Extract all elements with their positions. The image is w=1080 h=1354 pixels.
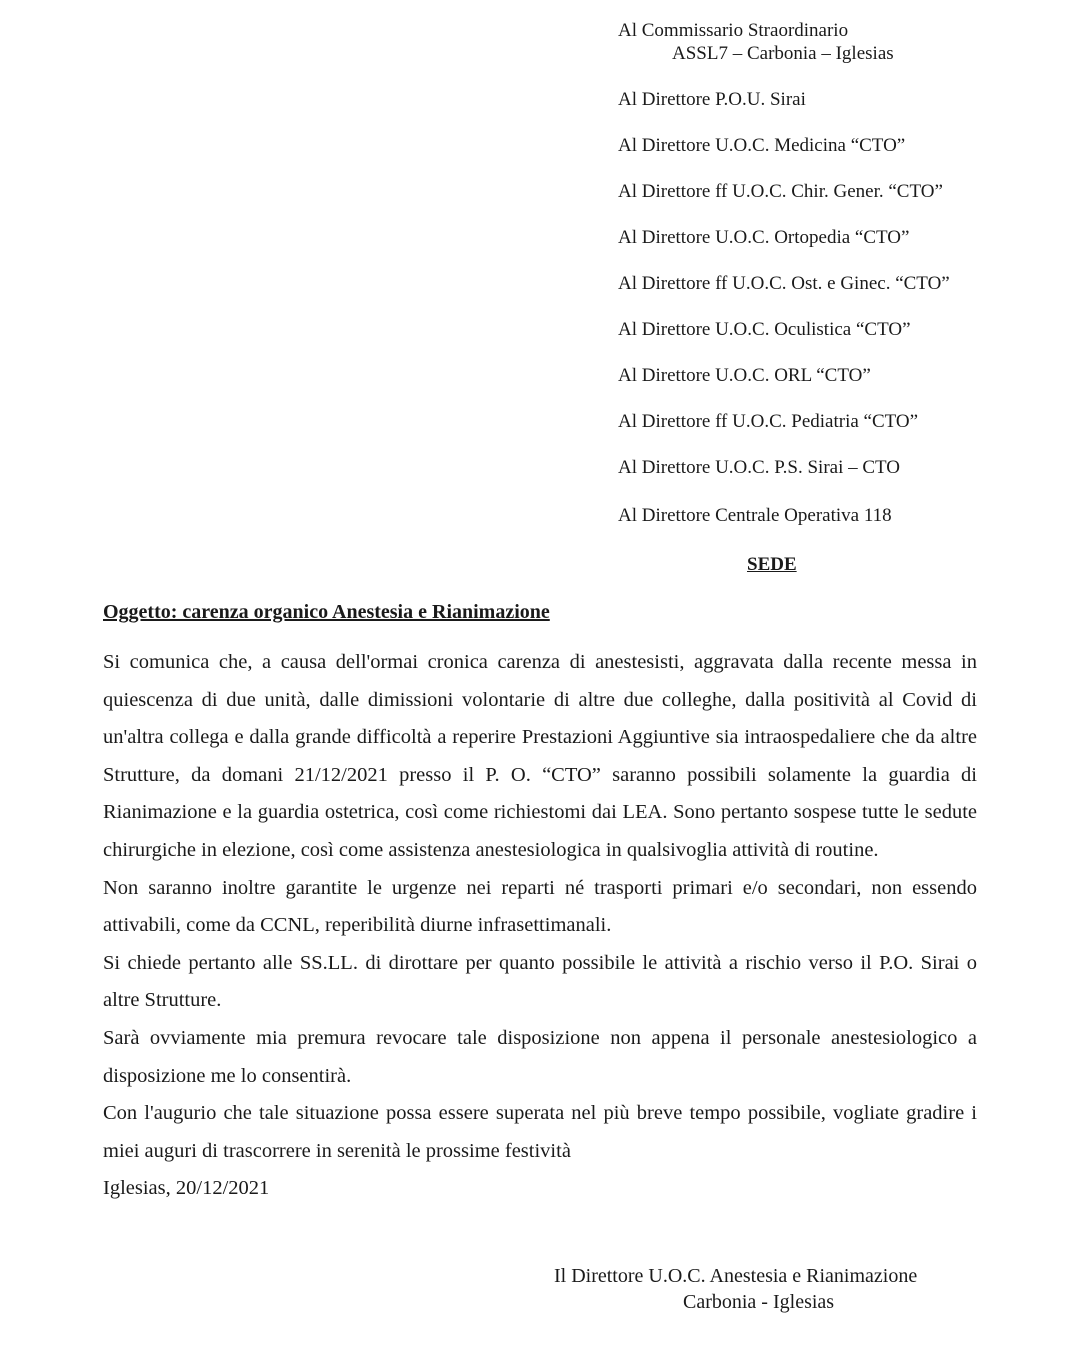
signature-block [554, 1263, 974, 1315]
sede-label: SEDE [747, 554, 797, 575]
letter-body [103, 644, 977, 1208]
recipient-commissario-org: ASSL7 – Carbonia – Iglesias [672, 43, 894, 64]
recipient-item: Al Direttore Centrale Operativa 118 [618, 505, 892, 526]
recipient-item: Al Direttore U.O.C. P.S. Sirai – CTO [618, 457, 901, 478]
recipient-item: Al Direttore ff U.O.C. Pediatria “CTO” [618, 411, 919, 432]
signature-title: Il Direttore U.O.C. Anestesia e Rianimazione [554, 1265, 918, 1287]
recipients-block [618, 19, 1058, 527]
recipient-item: Al Direttore P.O.U. Sirai [618, 89, 806, 110]
recipient-commissario-title: Al Commissario Straordinario [618, 20, 849, 41]
place-date: Iglesias, 20/12/2021 [103, 1177, 270, 1200]
recipient-commissario [618, 19, 1058, 65]
recipient-item: Al Direttore U.O.C. Medicina “CTO” [618, 135, 906, 156]
signature-location: Carbonia - Iglesias [683, 1291, 835, 1313]
body-paragraph: Non saranno inoltre garantite le urgenze nei reparti né trasporti primari e/o secondari, non essendo attivabili, come da CCNL, reperibilità diurne infrasettimanali. [103, 876, 977, 937]
body-paragraph: Si chiede pertanto alle SS.LL. di dirottare per quanto possibile le attività a rischio verso il P.O. Sirai o altre Strutture. [103, 951, 977, 1012]
recipient-item: Al Direttore U.O.C. ORL “CTO” [618, 365, 871, 386]
subject-line: Oggetto: carenza organico Anestesia e Rianimazione [103, 601, 550, 623]
recipient-item: Al Direttore ff U.O.C. Chir. Gener. “CTO” [618, 181, 943, 202]
body-paragraph: Con l'augurio che tale situazione possa essere superata nel più breve tempo possibile, vogliate gradire i miei auguri di trascorrere in serenità le prossime festività [103, 1102, 977, 1162]
recipient-item: Al Direttore U.O.C. Ortopedia “CTO” [618, 227, 910, 248]
body-paragraph: Sarà ovviamente mia premura revocare tale disposizione non appena il personale anestesiologico a disposizione me lo consentirà. [103, 1026, 977, 1087]
recipient-item: Al Direttore U.O.C. Oculistica “CTO” [618, 319, 911, 340]
recipient-item: Al Direttore ff U.O.C. Ost. e Ginec. “CTO” [618, 273, 950, 294]
body-paragraph: Si comunica che, a causa dell'ormai cronica carenza di anestesisti, aggravata dalla recente messa in quiescenza di due unità, dalle dimissioni volontarie di altre due colleghe, dalla positività al Covid di un'altra collega e dalla grande difficoltà a reperire Prestazioni Aggiuntive sia intraospedaliere che da altre Strutture, da domani 21/12/2021 presso il P. O. “CTO” saranno possibili solamente la guardia di Rianimazione e la guardia ostetrica, così come richiestomi dai LEA. Sono pertanto sospese tutte le sedute chirurgiche in elezione, così come assistenza anestesiologica in qualsivoglia attività di routine. [103, 651, 977, 861]
